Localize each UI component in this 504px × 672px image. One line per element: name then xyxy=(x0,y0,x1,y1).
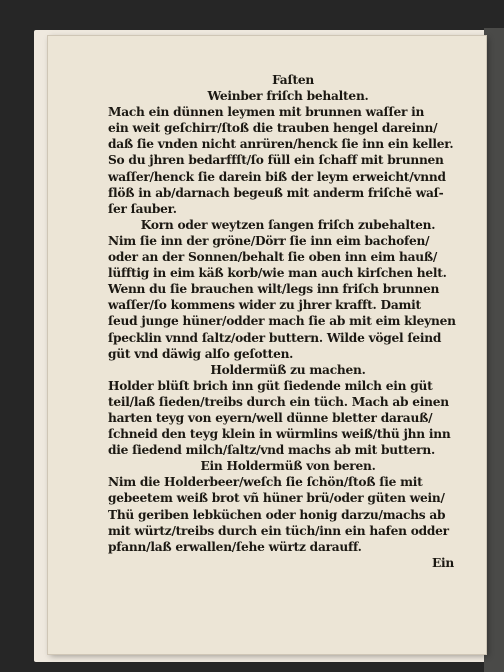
recipe-heading-grain: Korn oder weytzen ſangen friſch zubehalten. xyxy=(140,217,436,232)
text-line: waſſer/ſo kommens wider zu jhrer krafft. Damit xyxy=(108,298,421,313)
text-line: daß ſie vnden nicht anrüren/henck ſie inn ein keller. xyxy=(108,137,454,152)
text-line: waſſer/henck ſie darein biß der leym erweicht/vnnd xyxy=(108,169,446,184)
text-line: ein weit geſchirr/ſtoß die trauben hengel dareinn/ xyxy=(108,121,438,136)
text-line: pfann/laß erwallen/ſehe würtz darauff. xyxy=(108,539,362,554)
text-line: teil/laß ſieden/treibs durch ein tüch. Mach ab einen xyxy=(108,394,449,409)
recipe-heading-elderberry: Ein Holdermüß von beren. xyxy=(200,459,376,474)
text-line: ſeud junge hüner/odder mach ſie ab mit eim kleynen xyxy=(108,314,456,329)
text-line: ſer ſauber. xyxy=(108,201,177,216)
text-line: Nim ſie inn der gröne/Dörr ſie inn eim bachofen/ xyxy=(108,233,430,248)
catchword: Ein xyxy=(431,555,454,570)
text-line: Wenn du ſie brauchen wilt/legs inn friſch brunnen xyxy=(108,282,440,297)
text-line: mit würtz/treibs durch ein tüch/inn ein hafen odder xyxy=(108,523,449,538)
running-head: Faſten xyxy=(272,73,314,87)
text-line: lüfftig in eim käß korb/wie man auch kirſchen helt. xyxy=(108,266,447,281)
page-text xyxy=(108,72,458,571)
text-line: gebeetem weiß brot vñ hüner brü/oder güten wein/ xyxy=(108,491,445,506)
recipe-heading-grapes: Weinber friſch behalten. xyxy=(207,89,369,104)
recipe-heading-elder-mush: Holdermüß zu machen. xyxy=(210,362,366,377)
text-line: Mach ein dünnen leymen mit brunnen waſſer in xyxy=(108,105,425,120)
text-line: die ſiedend milch/ſaltz/vnd machs ab mit buttern. xyxy=(108,443,435,458)
text-line: flöß in ab/darnach begeuß mit anderm friſchē waſ- xyxy=(108,185,444,200)
text-line: harten teyg von eyern/well dünne bletter darauß/ xyxy=(108,410,433,425)
text-line: oder an der Sonnen/behalt ſie oben inn eim hauß/ xyxy=(108,250,438,265)
text-line: ſpecklin vnnd ſaltz/oder buttern. Wilde vögel ſeind xyxy=(108,330,442,345)
text-line: So du jhren bedarffſt/ſo füll ein ſchaff mit brunnen xyxy=(108,153,444,168)
text-line: güt vnd däwig alſo geſotten. xyxy=(108,346,294,361)
text-line: Holder blüſt brich inn güt ſiedende milch ein güt xyxy=(108,378,433,393)
text-line: Thü geriben lebküchen oder honig darzu/machs ab xyxy=(108,507,446,522)
book-gutter xyxy=(484,28,504,672)
text-line: ſchneid den teyg klein in würmlins weiß/thü jhn inn xyxy=(108,427,451,442)
text-line: Nim die Holderbeer/weſch ſie ſchön/ſtoß ſie mit xyxy=(108,475,423,490)
